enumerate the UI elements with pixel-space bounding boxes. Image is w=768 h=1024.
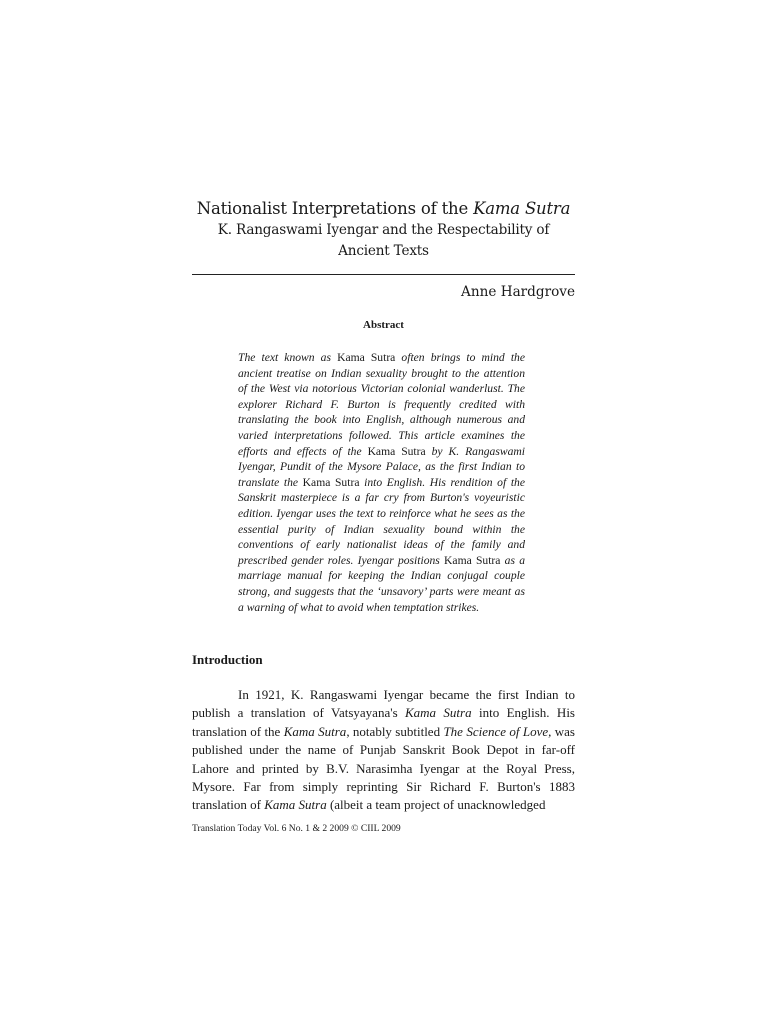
article-page [192, 0, 575, 1024]
introduction-paragraph [192, 686, 575, 815]
abstract-segment: Kama Sutra [444, 553, 501, 567]
body-segment: The Science of Love, [443, 723, 552, 739]
journal-footer: Translation Today Vol. 6 No. 1 & 2 2009 © CIIL 2009 [192, 823, 401, 834]
abstract-segment: often brings to mind the ancient treatise on Indian sexuality brought to the attention of the West via notorious Victorian colonial wanderlust. The explorer Richard F. Burton is frequently credited with translating the book into English, although numerous and varied interpretations followed. This article examines the efforts and effects of the [238, 351, 525, 458]
body-segment: , notably subtitled [346, 723, 444, 739]
body-segment: Kama Sutra [264, 797, 327, 813]
abstract-segment: into English. His rendition of the Sanskrit masterpiece is a far cry from Burton's voyeuristic edition. Iyengar uses the text to reinforce what he sees as the essential purity of Indian sexuality bound within the conventions of early nationalist ideas of the family and prescribed gender roles. Iyengar positions [238, 475, 526, 567]
abstract-segment: Kama Sutra [302, 475, 360, 489]
subtitle-line-2: Ancient Texts [338, 243, 429, 259]
body-segment: (albeit a team project of unacknowledged [326, 797, 546, 813]
article-subtitle [192, 220, 575, 262]
article-title-text: Nationalist Interpretations of the [196, 199, 474, 218]
subtitle-line-1: K. Rangaswami Iyengar and the Respectability of [217, 222, 550, 238]
section-heading-introduction: Introduction [192, 652, 263, 667]
body-segment: was published under the name of Punjab Sanskrit Book Depot in far-off Lahore and printed by B.V. Narasimha Iyengar at the Royal Press, Mysore. Far from simply reprinting Sir Richard F. Burton's 1883 translation of [192, 723, 575, 813]
title-divider [192, 274, 575, 275]
abstract-segment: by K. Rangaswami Iyengar, Pundit of the Mysore Palace, as the first Indian to translate the [238, 444, 525, 489]
article-title [192, 198, 575, 220]
abstract-segment: Kama Sutra [337, 351, 396, 364]
abstract-segment: The text known as [238, 351, 338, 364]
abstract-heading: Abstract [363, 319, 404, 331]
author-name: Anne Hardgrove [461, 284, 575, 300]
abstract-body [238, 350, 525, 615]
abstract-segment: Kama Sutra [367, 444, 426, 458]
body-segment: In 1921, K. Rangaswami Iyengar became the first Indian to publish a translation of Vatsyayana's [192, 687, 575, 721]
body-segment: Kama Sutra [405, 705, 472, 721]
body-segment: into English. His translation of the [192, 705, 575, 739]
article-title-italic: Kama Sutra [473, 199, 571, 218]
abstract-segment: as a marriage manual for keeping the Indian conjugal couple strong, and suggests that the ‘unsavory’ parts were meant as a warning of what to avoid when temptation strikes. [238, 553, 525, 614]
body-segment: Kama Sutra [283, 723, 347, 739]
